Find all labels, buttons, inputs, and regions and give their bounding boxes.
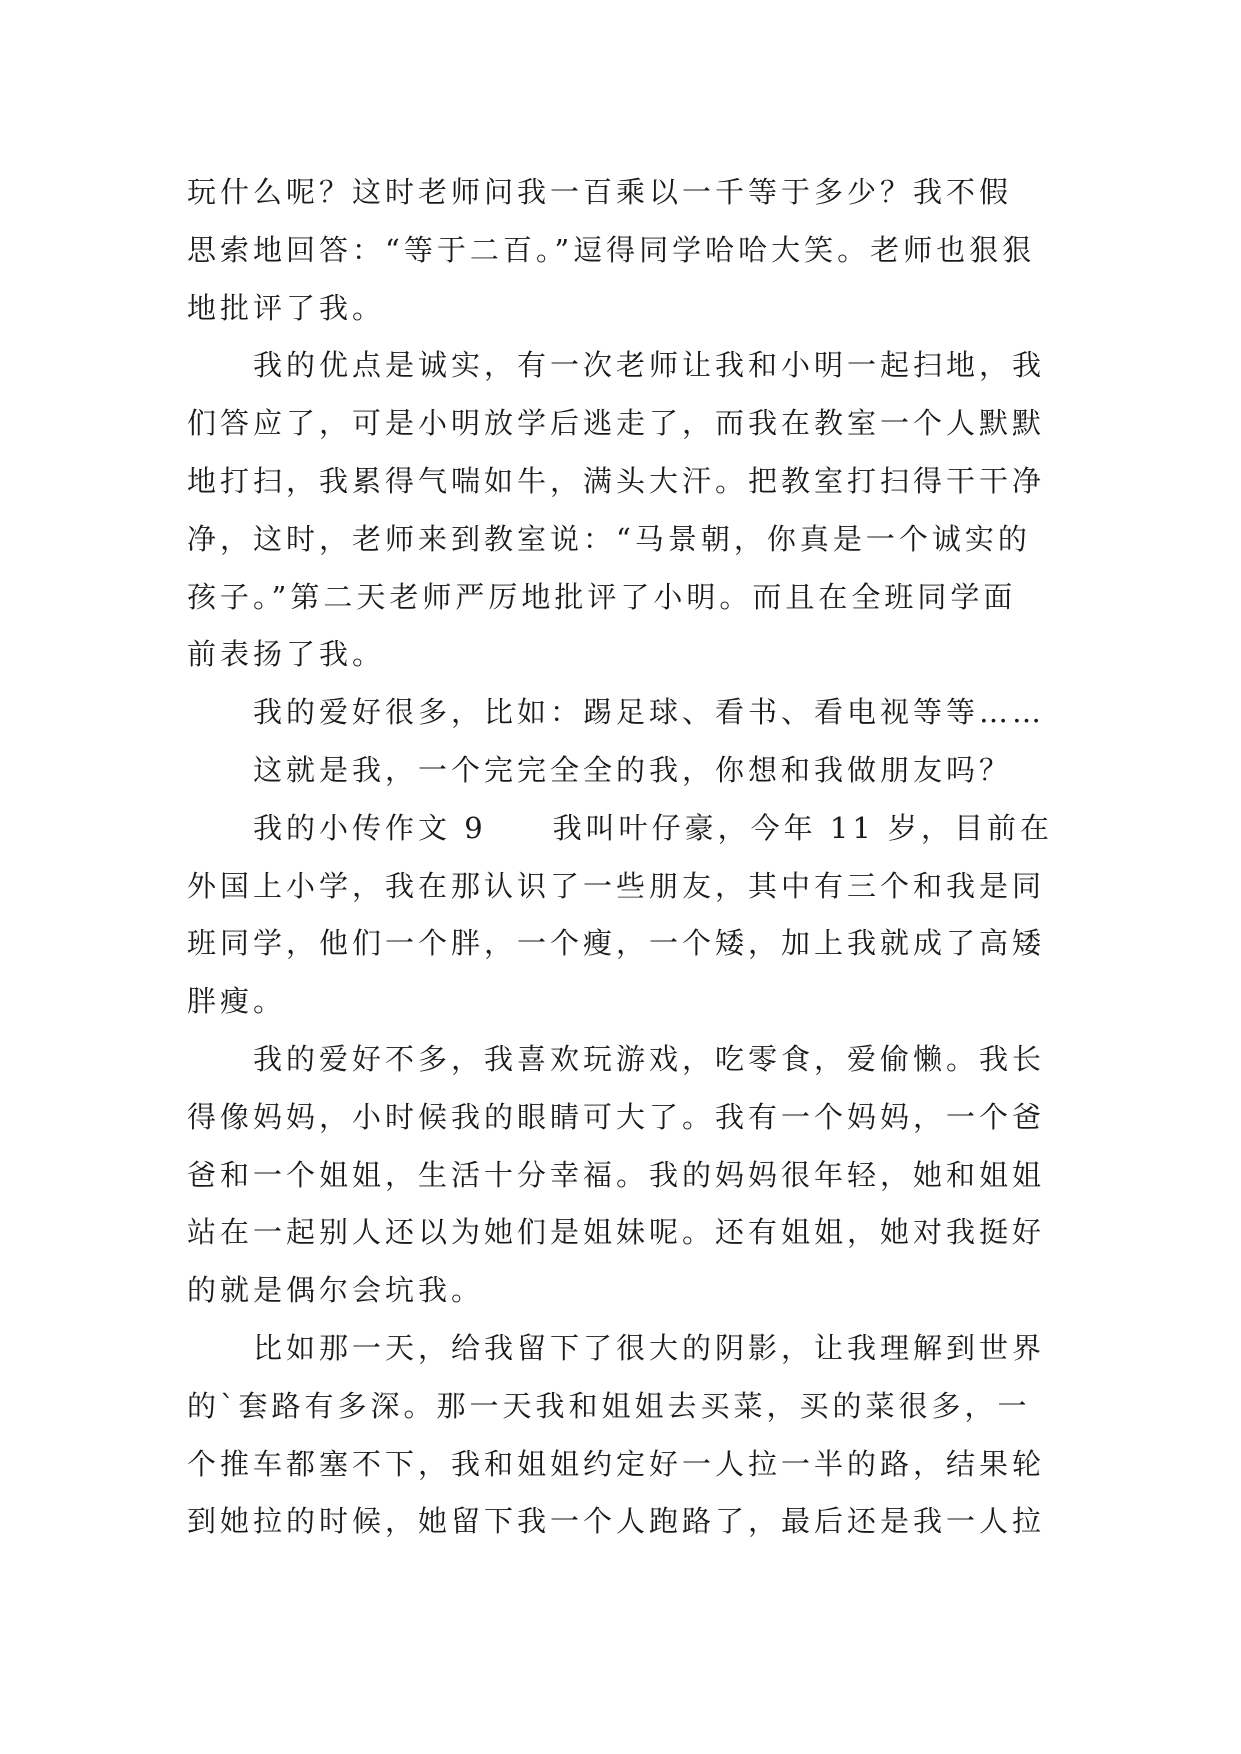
text-line: 地打扫，我累得气喘如牛，满头大汗。把教室打扫得干干净 — [187, 463, 1046, 498]
essay-text — [187, 164, 1055, 1551]
text-line: 地批评了我。 — [187, 290, 386, 325]
text-line: 站在一起别人还以为她们是姐妹呢。还有姐姐，她对我挺好 — [187, 1215, 1046, 1250]
text-line: 我的优点是诚实，有一次老师让我和小明一起扫地，我 — [187, 348, 1046, 383]
text-line: 外国上小学，我在那认识了一些朋友，其中有三个和我是同 — [187, 868, 1046, 903]
text-line: 我的小传作文 9 我叫叶仔豪，今年 11 岁，目前在 — [187, 810, 1054, 845]
text-line: 这就是我，一个完完全全的我，你想和我做朋友吗？ — [187, 752, 1013, 787]
text-line: 我的爱好不多，我喜欢玩游戏，吃零食，爱偷懒。我长 — [187, 1041, 1046, 1076]
text-line: 的`套路有多深。那一天我和姐姐去买菜，买的菜很多，一 — [187, 1388, 1031, 1423]
text-line: 的就是偶尔会坑我。 — [187, 1273, 485, 1308]
text-line: 玩什么呢？这时老师问我一百乘以一千等于多少？我不假 — [187, 175, 1013, 209]
text-line: 们答应了，可是小明放学后逃走了，而我在教室一个人默默 — [187, 406, 1046, 441]
text-line: 班同学，他们一个胖，一个瘦，一个矮，加上我就成了高矮 — [187, 926, 1046, 961]
text-line: 思索地回答：“等于二百。”逗得同学哈哈大笑。老师也狠狠 — [187, 232, 1036, 267]
text-line: 孩子。”第二天老师严厉地批评了小明。而且在全班同学面 — [187, 579, 1017, 614]
text-line: 到她拉的时候，她留下我一个人跑路了，最后还是我一人拉 — [187, 1504, 1046, 1539]
text-line: 净，这时，老师来到教室说：“马景朝，你真是一个诚实的 — [187, 521, 1031, 556]
text-line: 胖瘦。 — [187, 984, 287, 1019]
text-line: 得像妈妈，小时候我的眼睛可大了。我有一个妈妈，一个爸 — [187, 1099, 1046, 1134]
text-line: 比如那一天，给我留下了很大的阴影，让我理解到世界 — [187, 1330, 1046, 1365]
text-line: 前表扬了我。 — [187, 637, 386, 672]
text-line: 个推车都塞不下，我和姐姐约定好一人拉一半的路，结果轮 — [187, 1446, 1046, 1481]
text-line: 爸和一个姐姐，生活十分幸福。我的妈妈很年轻，她和姐姐 — [187, 1157, 1046, 1192]
text-line: 我的爱好很多，比如：踢足球、看书、看电视等等…… — [187, 695, 1046, 730]
